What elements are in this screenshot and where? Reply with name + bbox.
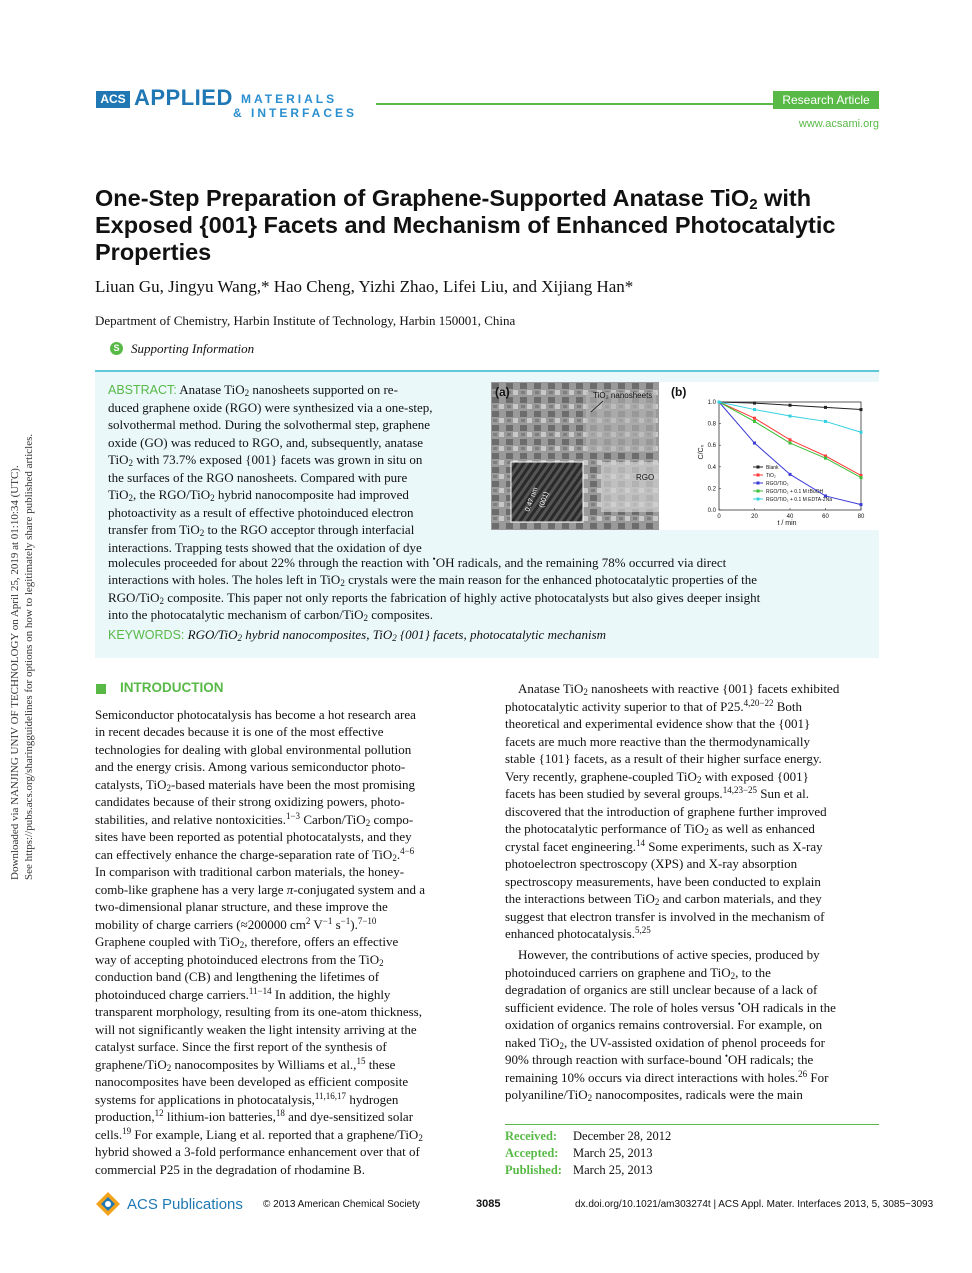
chart-point bbox=[753, 402, 756, 405]
abstract-line: interactions. Trapping tests showed that the oxidation of dye bbox=[108, 540, 422, 555]
body-text-line: photoelectron spectroscopy (XPS) and X-ray absorption bbox=[505, 856, 798, 871]
hrtem-inset bbox=[511, 462, 583, 522]
body-text-line: discovered that the introduction of graphene further improved bbox=[505, 804, 827, 819]
body-text-line: enhanced photocatalysis.$^{5,25}$ bbox=[505, 925, 651, 941]
body-text-line: systems for applications in photocatalysis,$^{11,16,17}$ hydrogen bbox=[95, 1091, 399, 1107]
body-text-line: and the energy crisis. Among various semiconductor photo- bbox=[95, 759, 406, 774]
dates-rule bbox=[505, 1124, 879, 1125]
body-text-line: candidates because of their strong oxidizing powers, photo- bbox=[95, 794, 405, 809]
facet-label: (001) bbox=[538, 490, 551, 509]
body-text-line: 90% through reaction with surface-bound •OH radicals; the bbox=[505, 1051, 814, 1067]
download-stamp bbox=[8, 360, 36, 880]
body-text-line: catalysts, TiO$_2$-based materials have been the most promising bbox=[95, 777, 416, 793]
chart-x-tick-label: 0 bbox=[717, 514, 721, 520]
chart-legend-marker bbox=[757, 490, 760, 493]
abstract-line: solvothermal method. During the solvothermal step, graphene bbox=[108, 417, 431, 432]
body-text-line: the interactions between TiO$_2$ and carbon materials, and they bbox=[505, 891, 822, 907]
chart-point bbox=[718, 401, 721, 404]
body-text-line: sites have been reported as potential photocatalysts, and they bbox=[95, 829, 412, 844]
supporting-info-icon[interactable]: S bbox=[110, 342, 123, 355]
body-text-line: way of accepting photoinduced electrons from the TiO$_2$ bbox=[95, 952, 384, 968]
chart-point bbox=[789, 442, 792, 445]
rgo-label: RGO bbox=[636, 473, 655, 482]
chart-y-tick-label: 0.2 bbox=[707, 486, 716, 493]
body-text-line: graphene/TiO$_2$ nanocomposites by Williams et al.,$^{15}$ these bbox=[95, 1056, 396, 1073]
body-text-line: commercial P25 in the degradation of rhodamine B. bbox=[95, 1162, 366, 1177]
acs-publications-logo-icon bbox=[95, 1191, 121, 1217]
body-text-line: polyaniline/TiO$_2$ nanocomposites, radicals were the main bbox=[505, 1087, 803, 1103]
chart-legend-label: RGO/TiO₂ + 0.1 M tBuOH bbox=[766, 489, 824, 495]
abstract-line: transfer from TiO$_2$ to the RGO acceptor through interfacial bbox=[108, 522, 415, 538]
panel-a-label: (a) bbox=[495, 385, 510, 399]
page-number: 3085 bbox=[476, 1198, 501, 1210]
body-text-line: naked TiO$_2$, the UV-assisted oxidation of phenol proceeds for bbox=[505, 1035, 825, 1051]
body-text-line: conduction band (CB) and lengthening the lifetimes of bbox=[95, 969, 380, 984]
body-text-line: However, the contributions of active species, produced by bbox=[505, 947, 820, 962]
body-text-line: sufficient evidence. The role of holes versus •OH radicals in the bbox=[505, 999, 836, 1015]
abstract-line: RGO/TiO$_2$ composite. This paper not only reports the fabrication of highly active photocatalysts but also gives deeper insight bbox=[108, 590, 761, 606]
chart-y-tick-label: 0.0 bbox=[707, 508, 716, 514]
journal-url-link[interactable]: www.acsami.org bbox=[798, 118, 879, 130]
body-text-line: stable {101} facets, as a result of their higher surface energy. bbox=[505, 751, 822, 766]
chart-legend-label: RGO/TiO₂ bbox=[766, 481, 789, 487]
acs-logo: ACS bbox=[96, 91, 130, 108]
body-text-line: photoinduced charge carriers.$^{11-14}$ In addition, the highly bbox=[95, 986, 391, 1002]
body-text-line: two-dimensional planar structure, and these improve the bbox=[95, 899, 388, 914]
chart-x-tick-label: 60 bbox=[822, 514, 829, 520]
chart-y-tick-label: 0.4 bbox=[707, 464, 716, 471]
body-text-line: suggest that electron transfer is involved in the mechanism of bbox=[505, 909, 825, 924]
chart-y-tick-label: 0.8 bbox=[707, 421, 716, 428]
body-text-line: mobility of charge carriers (≈200000 $cm^2$ $V^{-1}$ $s^{-1}).^{7-10}$ bbox=[95, 916, 377, 932]
abstract-line: the surfaces of the RGO nanosheets. Compared with pure bbox=[108, 470, 408, 485]
chart-point bbox=[860, 431, 863, 434]
chart-point bbox=[789, 415, 792, 418]
chart-legend-marker bbox=[757, 498, 760, 501]
chart-point bbox=[824, 406, 827, 409]
body-text-line: production,$^{12}$ lithium-ion batteries,$^{18}$ and dye-sensitized solar bbox=[95, 1108, 414, 1124]
body-text-line: in recent decades because it is one of the most effective bbox=[95, 724, 384, 739]
received-date: December 28, 2012 bbox=[573, 1129, 672, 1143]
abstract-line: interactions with holes. The holes left in TiO$_2$ crystals were the main reason for the enhanced photocatalytic properties of the bbox=[108, 572, 758, 588]
body-text-line: photocatalytic activity superior to that of P25.$^{4,20-22}$ Both bbox=[505, 698, 803, 714]
body-text-line: spectroscopy measurements, have been conducted to explain bbox=[505, 874, 821, 889]
nanosheets-label: TiO₂ nanosheets bbox=[593, 391, 653, 400]
body-text-line: photoinduced carriers on graphene and TiO$_2$, to the bbox=[505, 965, 771, 981]
body-text-line: remaining 10% occurs via direct interactions with holes.$^{26}$ For bbox=[505, 1069, 829, 1085]
keywords: KEYWORDS: RGO/TiO$_2$ hybrid nanocomposites, TiO$_2$ {001} facets, photocatalytic mechanism bbox=[108, 627, 607, 643]
journal-logo-applied: APPLIED bbox=[134, 85, 233, 110]
toc-graphic bbox=[491, 382, 879, 530]
chart-legend-marker bbox=[757, 466, 760, 469]
body-text-line: catalyst surface. Since the first report of the synthesis of bbox=[95, 1039, 387, 1054]
body-text-line: In comparison with traditional carbon materials, the honey- bbox=[95, 864, 405, 879]
published-date: March 25, 2013 bbox=[573, 1163, 653, 1177]
section-heading-introduction: INTRODUCTION bbox=[120, 680, 224, 695]
chart-legend-label: RGO/TiO₂ + 0.1 M EDTA-2Na bbox=[766, 497, 832, 503]
body-text-line: oxidation of organics remains controversial. For example, on bbox=[505, 1017, 823, 1032]
abstract-line: oxide (GO) was reduced to RGO, and, subsequently, anatase bbox=[108, 435, 424, 450]
body-text-line: technologies for dealing with global environmental pollution bbox=[95, 742, 412, 757]
section-marker-icon bbox=[96, 684, 106, 694]
chart-point bbox=[860, 408, 863, 411]
body-text-line: comb-like graphene has a very large π-conjugated system and a bbox=[95, 882, 426, 897]
chart-point bbox=[753, 417, 756, 420]
body-text-line: degradation of organics are still unclear because of a lack of bbox=[505, 982, 818, 997]
abstract-label: ABSTRACT: bbox=[108, 383, 177, 397]
body-text-line: Anatase TiO$_2$ nanosheets with reactive {001} facets exhibited bbox=[505, 681, 840, 697]
body-text-line: theoretical and experimental evidence show that the {001} bbox=[505, 716, 811, 731]
accepted-label: Accepted: bbox=[505, 1146, 559, 1160]
body-text-line: facets are much more reactive than the thermodynamically bbox=[505, 734, 810, 749]
chart-y-axis-label: C/C₀ bbox=[698, 444, 705, 460]
keywords-label: KEYWORDS: bbox=[108, 628, 185, 642]
body-text-line: the photocatalytic performance of TiO$_2$ as well as enhanced bbox=[505, 821, 815, 837]
chart-x-tick-label: 80 bbox=[857, 514, 865, 520]
acs-publications-wordmark: ACS Publications bbox=[127, 1196, 243, 1213]
chart-legend-marker bbox=[757, 474, 760, 477]
chart-x-tick-label: 40 bbox=[786, 514, 794, 520]
chart-point bbox=[824, 420, 827, 423]
abstract-line: TiO$_2$, the RGO/TiO$_2$ hybrid nanocomposite had improved bbox=[108, 487, 409, 503]
body-text-line: nanocomposites have been developed as efficient composite bbox=[95, 1074, 409, 1089]
journal-logo-interfaces: & INTERFACES bbox=[233, 106, 358, 120]
body-text-line: facets has been studied by several groups.$^{14,23-25}$ Sun et al. bbox=[505, 785, 810, 801]
author-list: Liuan Gu, Jingyu Wang,* Hao Cheng, Yizhi Zhao, Lifei Liu, and Xijiang Han* bbox=[95, 277, 634, 296]
received-label: Received: bbox=[505, 1129, 558, 1143]
chart-legend-label: TiO₂ bbox=[766, 473, 776, 479]
abstract-line: duced graphene oxide (RGO) were synthesized via a one-step, bbox=[108, 400, 433, 415]
chart-point bbox=[789, 473, 792, 476]
body-text-line: transparent morphology, resulting from its one-atom thickness, bbox=[95, 1004, 422, 1019]
body-text-line: will not significantly weaken the light intensity arriving at the bbox=[95, 1022, 417, 1037]
chart-legend-marker bbox=[757, 482, 760, 485]
body-text-line: Semiconductor photocatalysis has become a hot research area bbox=[95, 707, 416, 722]
chart-y-tick-label: 1.0 bbox=[707, 400, 716, 406]
panel-b-label: (b) bbox=[671, 385, 687, 399]
chart-point bbox=[753, 442, 756, 445]
supporting-info-link[interactable]: Supporting Information bbox=[131, 341, 255, 356]
header-rule bbox=[376, 103, 773, 105]
body-text-line: Very recently, graphene-coupled TiO$_2$ with exposed {001} bbox=[505, 769, 809, 785]
accepted-date: March 25, 2013 bbox=[573, 1146, 653, 1160]
chart-x-tick-label: 20 bbox=[751, 514, 758, 520]
body-text-line: cells.$^{19}$ For example, Liang et al. reported that a graphene/TiO$_2$ bbox=[95, 1126, 423, 1143]
abstract-line: molecules proceeded for about 22% through the reaction with •OH radicals, and the remaining 78% occurred via direct bbox=[108, 554, 727, 570]
download-stamp-line1: Downloaded via NANJING UNIV OF TECHNOLOGY on April 25, 2019 at 01:10:34 (UTC). bbox=[9, 465, 21, 880]
chart-point bbox=[789, 404, 792, 407]
published-label: Published: bbox=[505, 1163, 562, 1177]
lattice-spacing-label: 0.47 nm bbox=[524, 486, 540, 513]
copyright-notice: © 2013 American Chemical Society bbox=[263, 1199, 420, 1210]
chart-y-tick-label: 0.6 bbox=[707, 443, 716, 450]
body-text-line: stabilities, and relative nontoxicities.$^{1-3}$ Carbon/TiO$_2$ compo- bbox=[95, 811, 414, 828]
body-text-line: can effectively enhance the charge-separation rate of TiO$_2$.$^{4-6}$ bbox=[95, 846, 415, 863]
article-title: One-Step Preparation of Graphene-Supported Anatase TiO$_2$ with Exposed {001} Facets and Mechanism of Enhanced Photocatalytic Properties bbox=[95, 185, 836, 265]
abstract-line: ABSTRACT: Anatase TiO$_2$ nanosheets supported on re- bbox=[108, 382, 398, 398]
abstract-line: TiO$_2$ with 73.7% exposed {001} facets was grown in situ on bbox=[108, 452, 423, 468]
body-text-line: hybrid showed a 3-fold performance enhancement over that of bbox=[95, 1144, 420, 1159]
doi-citation-link[interactable]: dx.doi.org/10.1021/am303274t | ACS Appl. Mater. Interfaces 2013, 5, 3085−3093 bbox=[575, 1199, 934, 1210]
chart-x-axis-label: t / min bbox=[777, 520, 797, 527]
abstract-line: photoactivity as a result of effective photoinduced electron bbox=[108, 505, 414, 520]
journal-logo-materials: MATERIALS bbox=[241, 92, 338, 106]
abstract-line: into the photocatalytic mechanism of carbon/TiO$_2$ composites. bbox=[108, 607, 433, 623]
article-type-badge: Research Article bbox=[773, 91, 879, 109]
chart-point bbox=[753, 408, 756, 411]
chart-point bbox=[824, 457, 827, 460]
chart-point bbox=[753, 420, 756, 423]
chart-point bbox=[860, 476, 863, 479]
body-text-line: crystal facet engineering.$^{14}$ Some experiments, such as X-ray bbox=[505, 838, 823, 854]
chart-point bbox=[860, 503, 863, 506]
chart-legend-label: Blank bbox=[766, 465, 779, 471]
chart-point bbox=[789, 438, 792, 441]
body-text-line: Graphene coupled with TiO$_2$, therefore, offers an effective bbox=[95, 934, 399, 950]
affiliation: Department of Chemistry, Harbin Institute of Technology, Harbin 150001, China bbox=[95, 313, 516, 328]
download-stamp-line2: See https://pubs.acs.org/sharingguidelines for options on how to legitimately share published articles. bbox=[23, 433, 35, 880]
